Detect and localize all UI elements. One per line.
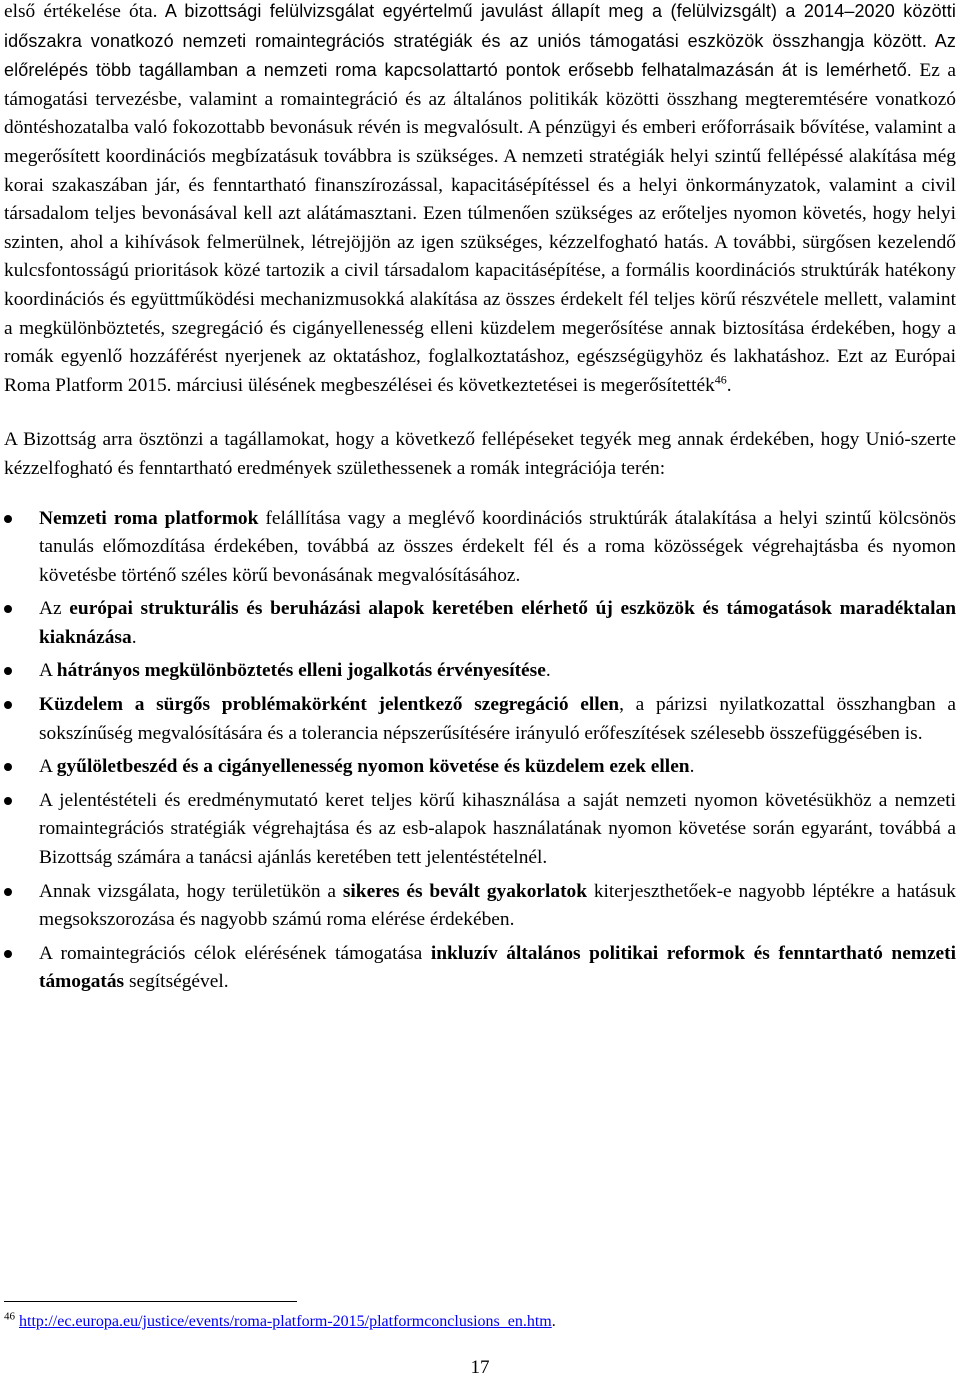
list-item: A romaintegrációs célok elérésének támogatása inkluzív általános politikai reformok és fenntartható nemzeti támogatás segítségével. [4, 940, 956, 997]
bullet-icon [4, 701, 12, 709]
page-content [4, 0, 956, 1002]
list-item: Az európai strukturális és beruházási alapok keretében elérhető új eszközök és támogatások maradéktalan kiaknázása. [4, 595, 956, 652]
list-item: Nemzeti roma platformok felállítása vagy a meglévő koordinációs struktúrák átalakítása a helyi szintű kölcsönös tanulás előmozdítása érdekében, továbbá az összes érdekelt fél és a roma közösségek végrehajtásba és nyomon követésbe történő széles körű bevonásának megvalósításához. [4, 505, 956, 591]
footnote-end: . [551, 1313, 556, 1330]
recommendation-list [4, 505, 956, 998]
page-number: 17 [470, 1357, 490, 1378]
bullet-icon [4, 888, 12, 896]
footnote-number: 46 [4, 1310, 15, 1323]
bullet-icon [4, 950, 12, 958]
list-item: A hátrányos megkülönböztetés elleni jogalkotás érvényesítése. [4, 657, 956, 686]
intro-end: . [726, 374, 732, 396]
list-item: Annak vizsgálata, hogy területükön a sikeres és bevált gyakorlatok kiterjeszthetőek-e nagyobb léptékre a hatásuk megsokszorozása és nagyobb számú roma elérése érdekében. [4, 878, 956, 935]
list-item: Küzdelem a sürgős problémakörként jelentkező szegregáció ellen, a párizsi nyilatkozattal összhangban a sokszínűség megvalósítására és a tolerancia népszerűsítésére irányuló erőfeszítések szélesebb összefüggésében is. [4, 691, 956, 748]
footnote-reference[interactable]: 46 [714, 372, 727, 387]
recommendation-intro: A Bizottság arra ösztönzi a tagállamokat, hogy a következő fellépéseket tegyék meg annak érdekében, hogy Unió-szerte kézzelfogható és fenntartható eredmények születhessenek a romák integrációja terén: [4, 429, 956, 479]
bullet-icon [4, 605, 12, 613]
footnote [4, 1311, 556, 1333]
intro-sentence-3: Ez a támogatási tervezésbe, valamint a romaintegráció és az általános politikák közötti összhang megteremtésére vonatkozó döntéshozatalba való fokozottabb bevonásuk révén is megvalósult. A pénzügyi és emberi erőforrásaik bővítése, valamint a megerősített koordinációs megbízatásuk továbbra is szükséges. [4, 60, 956, 167]
footnote-separator [4, 1301, 297, 1302]
bullet-icon [4, 797, 12, 805]
bullet-icon [4, 763, 12, 771]
list-item: A jelentéstételi és eredménymutató keret teljes körű kihasználása a saját nemzeti nyomon követésükhöz a nemzeti romaintegrációs stratégiák végrehajtása és az esb-alapok használatának nyomon követése során egyaránt, továbbá a Bizottság számára a tanácsi ajánlás keretében tett jelentéstételnél. [4, 787, 956, 873]
bullet-icon [4, 667, 12, 675]
intro-sentence-4: A nemzeti stratégiák helyi szintű fellépéssé alakítása még korai szakaszában jár, és fenntartható finanszírozással, kapacitásépítéssel és a helyi önkormányzatok, valamint a civil társadalom teljes bevonásával kell azt alátámasztani. Ezen túlmenően szükséges az erőteljes nyomon követés, hogy helyi szinten, ahol a kihívások felmerülnek, létrejöjjön az igen szükséges, kézzelfogható hatás. A további, sürgősen kezelendő kulcsfontosságú prioritások közé tartozik a civil társadalom kapacitásépítése, a formális koordinációs struktúrák hatékony koordinációs és együttműködési mechanizmusokká alakítása az összes érdekelt fél teljes körű részvétele mellett, valamint a megkülönböztetés, szegregáció és cigányellenesség elleni küzdelem megerősítése annak biztosítása érdekében, hogy a romák egyenlő hozzáférést nyerjenek az oktatáshoz, foglalkoztatáshoz, egészségügyhöz és lakhatáshoz. Ezt az Európai Roma Platform 2015. márciusi ülésének megbeszélései és következtetései is megerősítették [4, 145, 956, 396]
footnote-link[interactable]: http://ec.europa.eu/justice/events/roma-platform-2015/platformconclusions_en.htm [19, 1313, 552, 1330]
intro-sentence-2: A bizottsági felülvizsgálat egyértelmű javulást állapít meg a (felülvizsgált) a 2014–2020 közötti időszakra vonatkozó nemzeti romaintegrációs stratégiák és az uniós támogatási eszközök összhangja között. Az előrelépés több tagállamban a nemzeti roma kapcsolattartó pontok erősebb felhatalmazásán át is lemérhető. [4, 1, 956, 81]
list-item: A gyűlöletbeszéd és a cigányellenesség nyomon követése és küzdelem ezek ellen. [4, 753, 956, 782]
intro-sentence-1: első értékelése óta. [4, 1, 158, 22]
bullet-icon [4, 515, 12, 523]
intro-paragraph [4, 0, 956, 400]
